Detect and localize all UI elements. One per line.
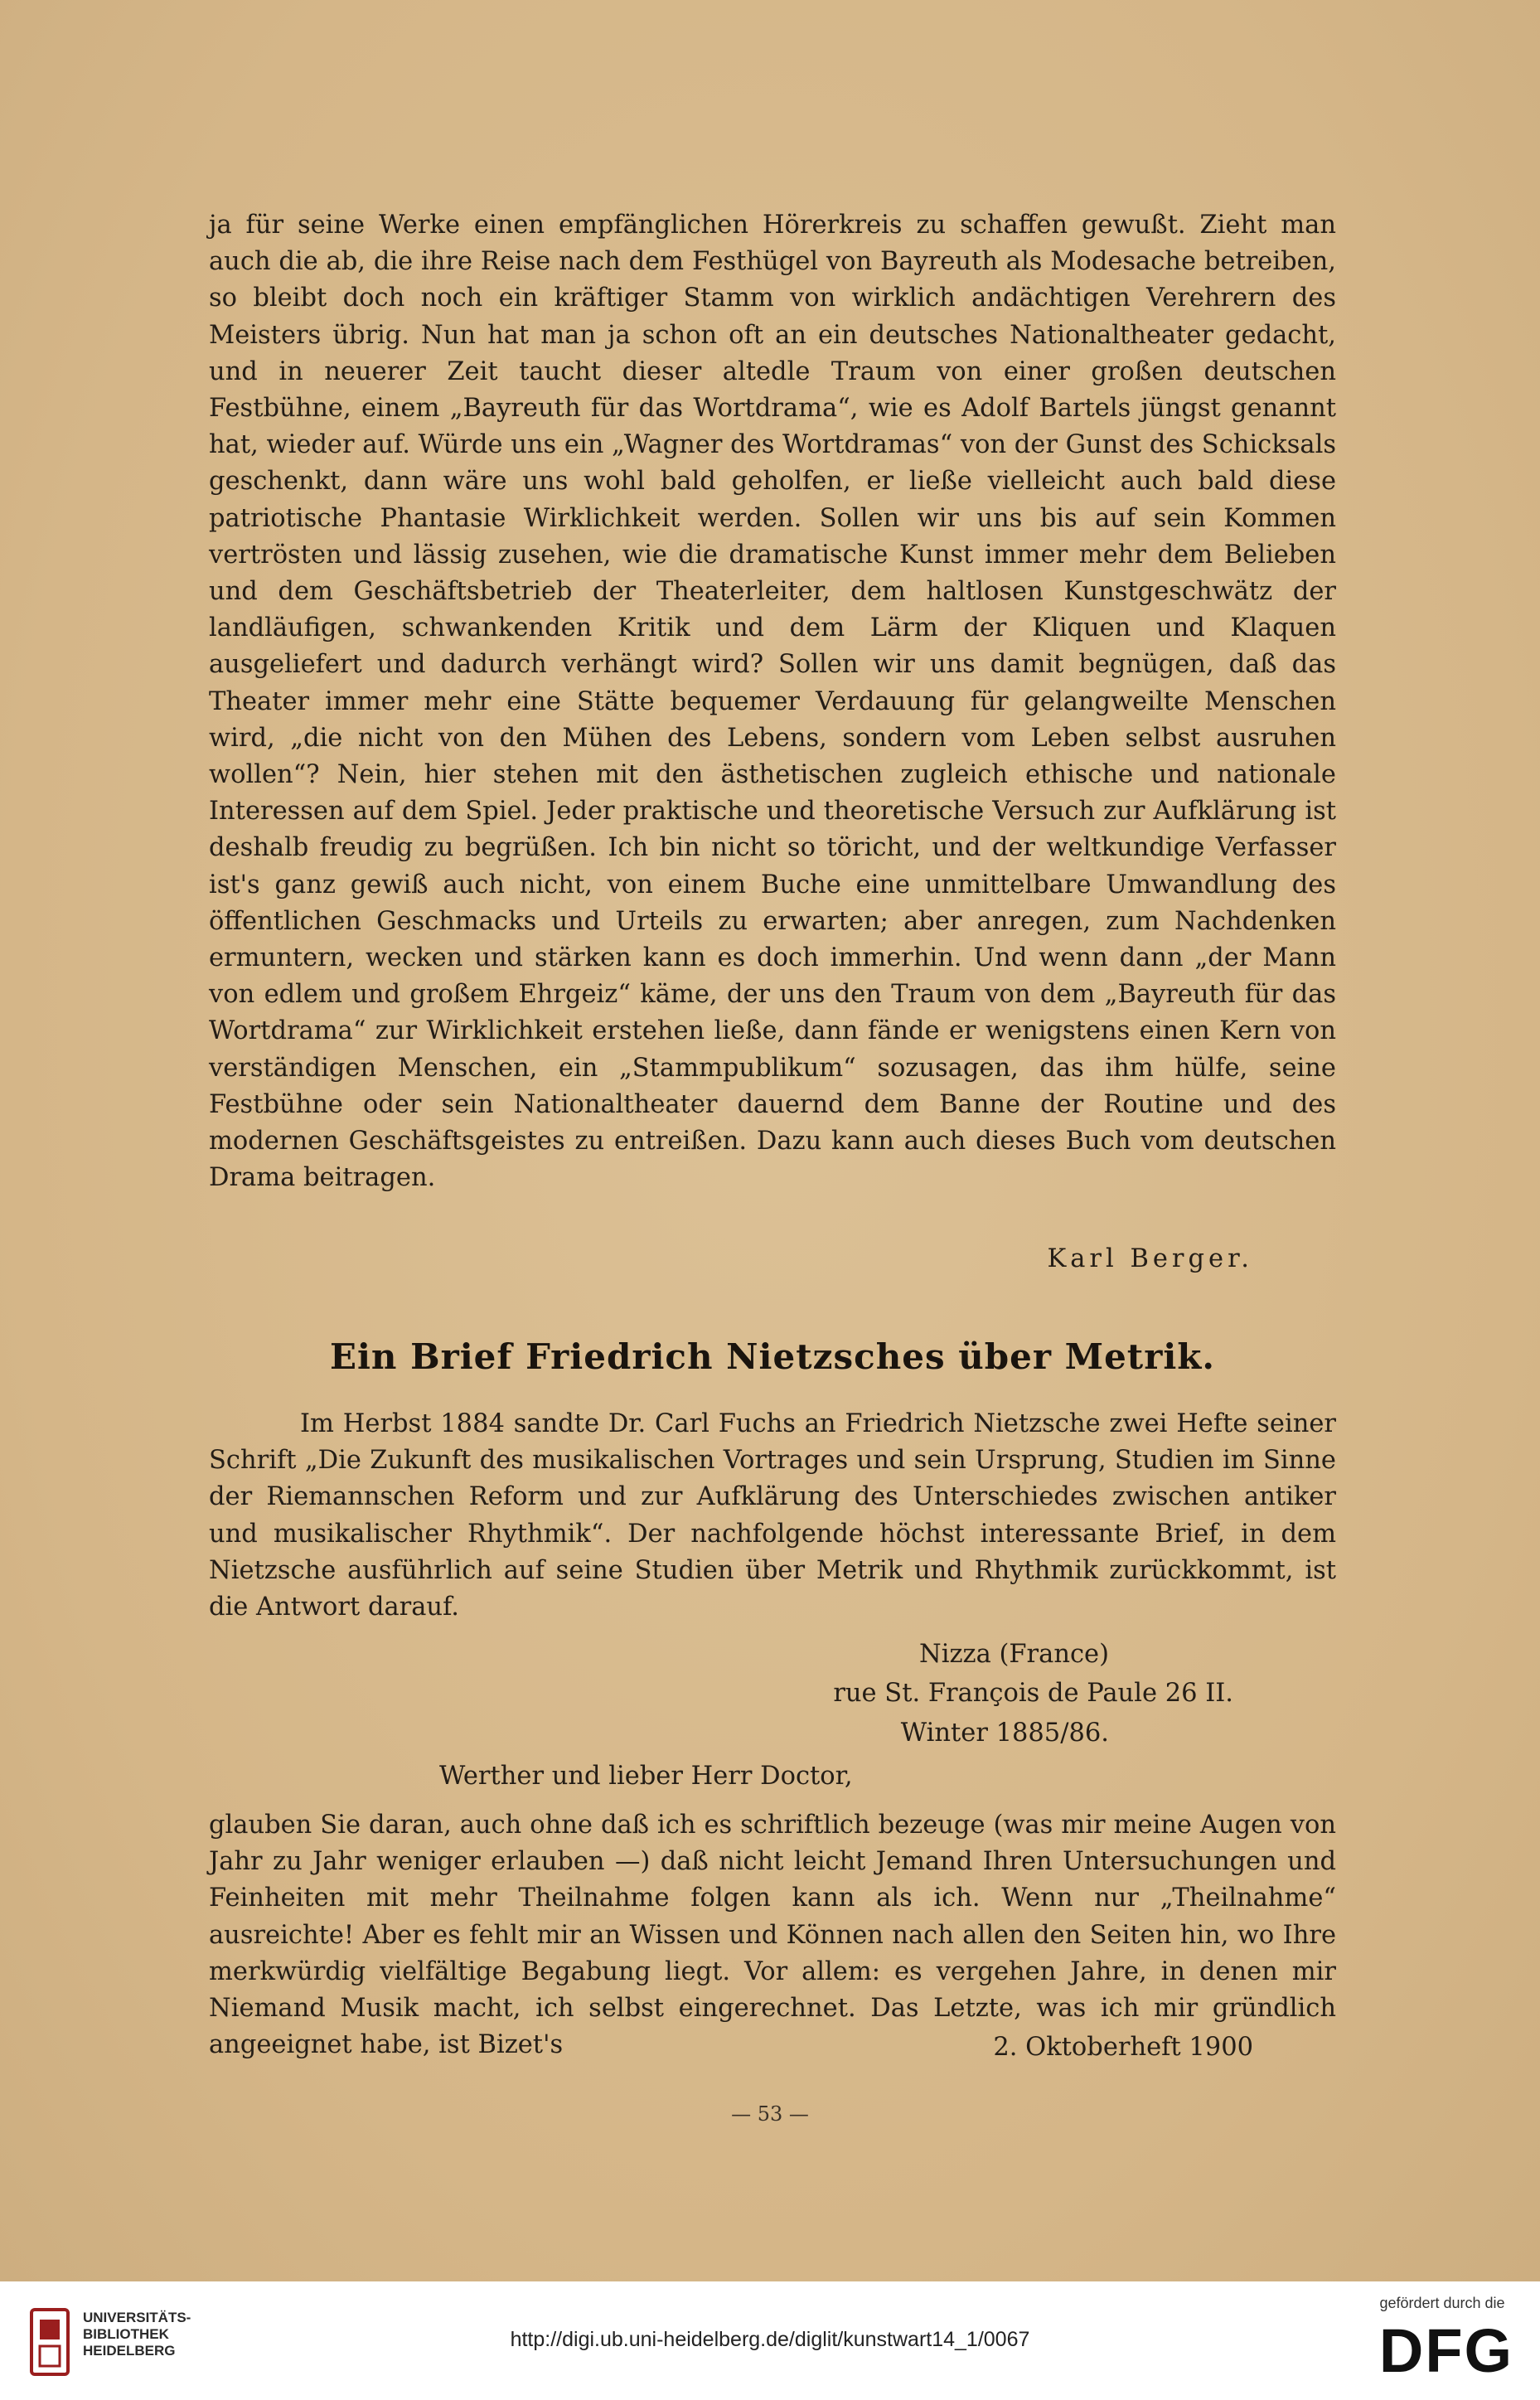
dfg-logo: DFG [1378, 2316, 1514, 2385]
source-url-link[interactable]: http://digi.ub.uni-heidelberg.de/diglit/kunstwart14_1/0067 [510, 2328, 1030, 2351]
paragraph-text: glauben Sie daran, auch ohne daß ich es schriftlich bezeuge (was mir meine Augen von Jahr zu Jahr weniger erlauben —) daß nicht leicht Jemand Ihren Untersuchungen und Feinheiten mit mehr Theilnahme folgen kann als ich. Wenn nur „Theilnahme“ ausreichte! Aber es fehlt mir an Wissen und Können nach allen den Seiten hin, wo Ihre merkwürdig vielfältige Begabung liegt. Vor allem: es vergehen Jahre, in denen mir Niemand Musik macht, ich selbst eingerechnet. Das Letzte, was ich mir gründlich angeeignet habe, ist Bizet's [209, 1811, 1336, 2060]
letter-salutation: Werther und lieber Herr Doctor, [439, 1762, 853, 1791]
letter-body [209, 1807, 1336, 2063]
issue-label: 2. Oktoberheft 1900 [993, 2033, 1253, 2062]
author-signature: Karl Berger. [1047, 1244, 1253, 1273]
paragraph-text: ja für seine Werke einen empfänglichen Hörerkreis zu schaffen gewußt. Zieht man auch die ab, die ihre Reise nach dem Festhügel von Bayreuth als Modesache betreiben, so bleibt doch noch ein kräftiger Stamm von wirklich andächtigen Verehrern des Meisters übrig. Nun hat man ja schon oft an ein deutsches Nationaltheater gedacht, und in neuerer Zeit taucht dieser altedle Traum von einer großen deutschen Festbühne, einem „Bayreuth für das Wortdrama“, wie es Adolf Bartels jüngst genannt hat, wieder auf. Würde uns ein „Wagner des Wortdramas“ von der Gunst des Schicksals geschenkt, dann wäre uns wohl bald geholfen, er ließe vielleicht auch bald diese patriotische Phantasie Wirklichkeit werden. Sollen wir uns bis auf sein Kommen vertrösten und lässig zusehen, wie die dramatische Kunst immer mehr dem Belieben und dem Geschäftsbetrieb der Theaterleiter, dem haltlosen Kunstgeschwätz der landläufigen, schwankenden Kritik und dem Lärm der Kliquen und Klaquen ausgeliefert und dadurch verhängt wird? Sollen wir uns damit begnügen, daß das Theater immer mehr eine Stätte bequemer Verdauung für gelangweilte Menschen wird, „die nicht von den Mühen des Lebens, sondern vom Leben selbst ausruhen wollen“? Nein, hier stehen mit den ästhetischen zugleich ethische und nationale Interessen auf dem Spiel. Jeder praktische und theoretische Versuch zur Aufklärung ist deshalb freudig zu begrüßen. Ich bin nicht so töricht, und der weltkundige Verfasser ist's ganz gewiß auch nicht, von einem Buche eine unmittelbare Umwandlung des öffentlichen Geschmacks und Urteils zu erwarten; aber anregen, zum Nachdenken ermuntern, wecken und stärken kann es doch immerhin. Und wenn dann „der Mann von edlem und großem Ehrgeiz“ käme, der uns den Traum von dem „Bayreuth für das Wortdrama“ zur Wirklichkeit erstehen ließe, dann fände er wenigstens einen Kern von verständigen Menschen, ein „Stammpublikum“ sozusagen, das ihm hülfe, seine Festbühne oder sein Nationaltheater dauernd dem Banne der Routine und des modernen Geschäftsgeistes zu entreißen. Dazu kann auch dieses Buch vom deutschen Drama beitragen. [209, 211, 1336, 1193]
page-number: — 53 — [731, 2102, 809, 2126]
institution-line: HEIDELBERG [83, 2343, 176, 2359]
article-heading: Ein Brief Friedrich Nietzsches über Metrik. [329, 1336, 1216, 1377]
article-body-paragraph [209, 207, 1336, 1196]
letter-address-street: rue St. François de Paule 26 II. [833, 1679, 1233, 1708]
institution-line: BIBLIOTHEK [83, 2326, 169, 2342]
intro-paragraph [209, 1406, 1336, 1626]
letter-address-city: Nizza (France) [919, 1640, 1109, 1669]
institution-line: UNIVERSITÄTS- [83, 2310, 191, 2325]
letter-date: Winter 1885/86. [900, 1719, 1109, 1748]
paragraph-text: Im Herbst 1884 sandte Dr. Carl Fuchs an Friedrich Nietzsche zwei Hefte seiner Schrift „Die Zukunft des musikalischen Vortrages und sein Ursprung, Studien im Sinne der Riemannschen Reform und zur Aufklärung des Unterschiedes zwischen antiker und musikalischer Rhythmik“. Der nachfolgende höchst interessante Brief, in dem Nietzsche ausführlich auf seine Studien über Metrik und Rhythmik zurückkommt, ist die Antwort darauf. [209, 1409, 1336, 1622]
funding-label: gefördert durch die [1379, 2295, 1505, 2311]
